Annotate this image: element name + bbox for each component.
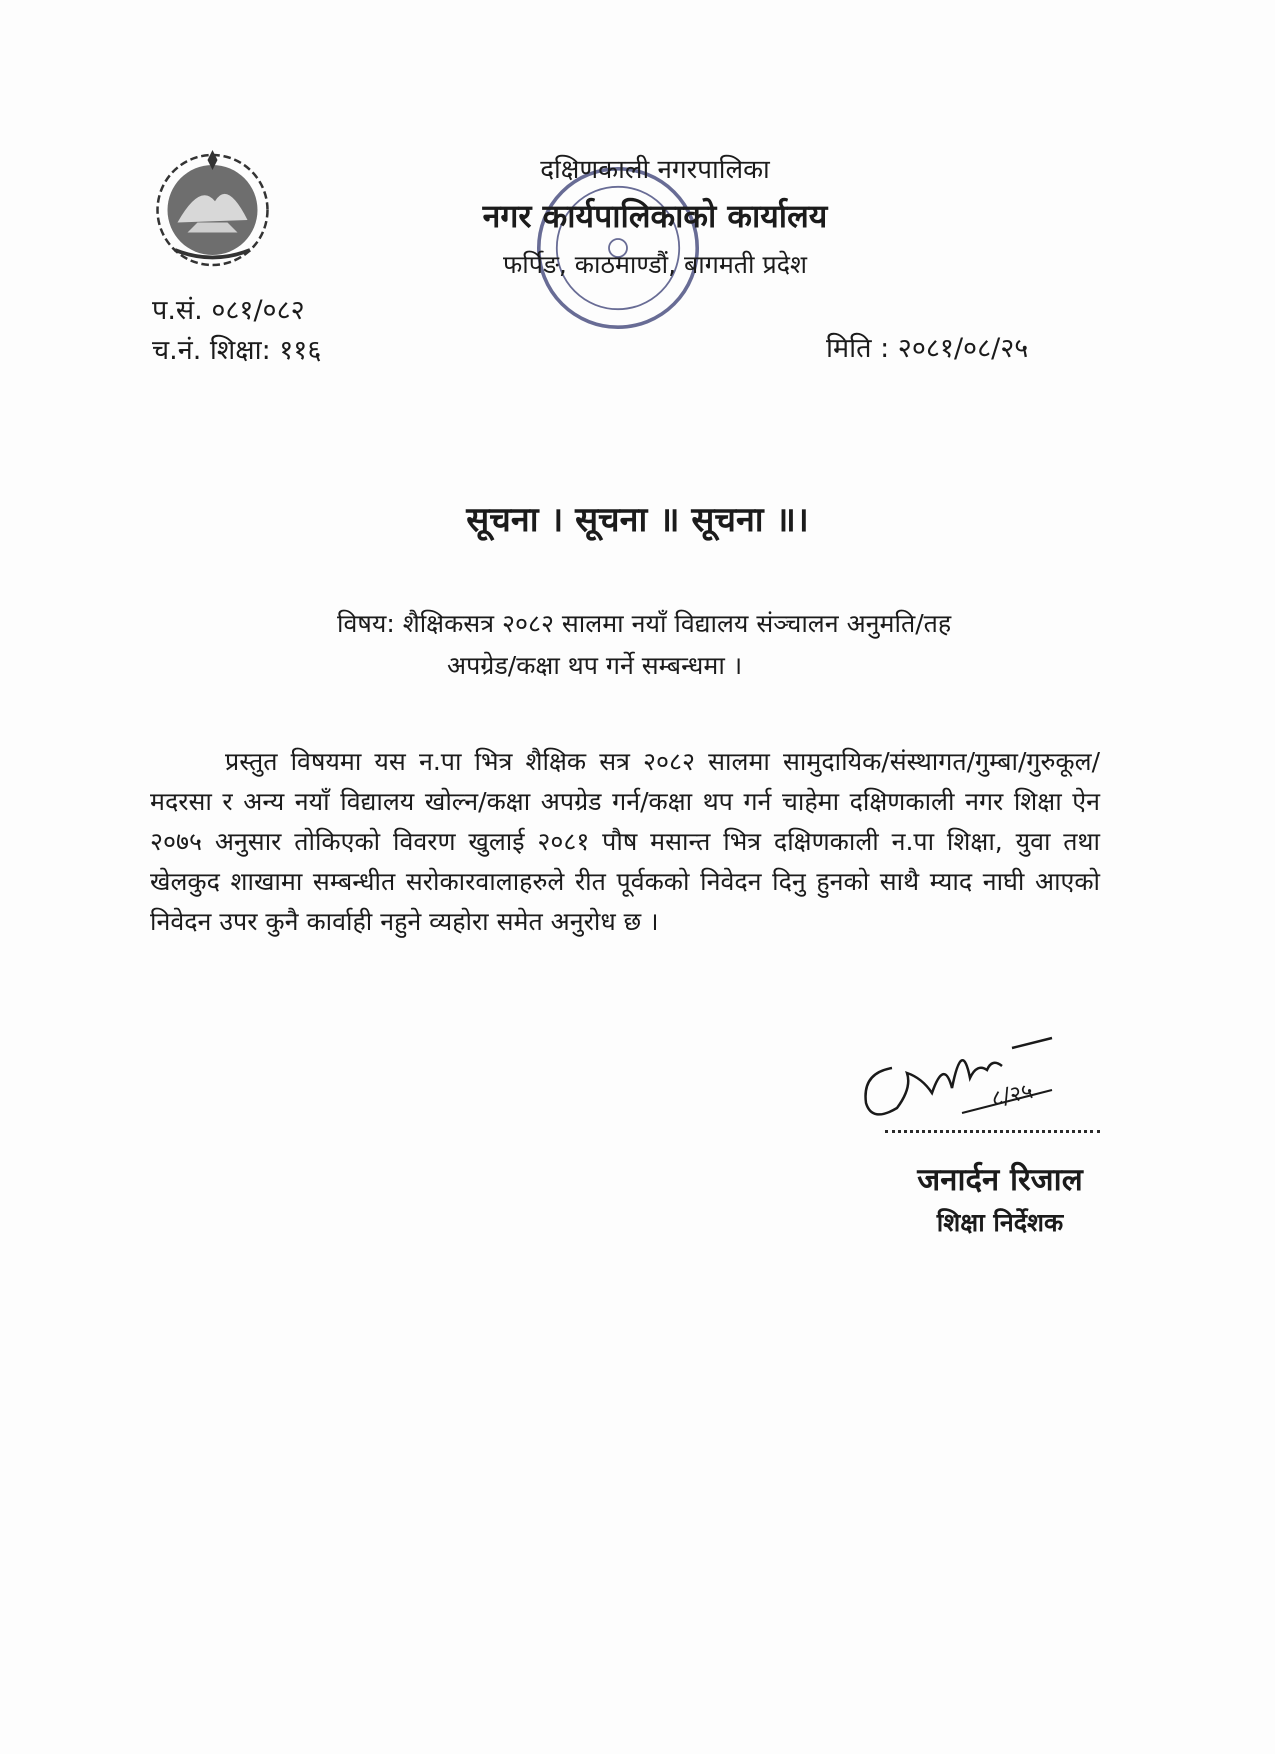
notice-title: सूचना । सूचना ॥ सूचना ॥। — [466, 500, 809, 540]
dispatch-number: च.नं. शिक्षा: ११६ — [152, 335, 322, 366]
subject-line-1: विषय: शैक्षिकसत्र २०८२ सालमा नयाँ विद्यालय संञ्चालन अनुमति/तह — [337, 609, 952, 638]
letter-reference-number: प.सं. ०८१/०८२ — [152, 295, 305, 326]
signature-date: ८/२५ — [989, 1078, 1036, 1113]
signature-line — [885, 1130, 1100, 1133]
subject-line-2: अपग्रेड/कक्षा थप गर्ने सम्बन्धमा । — [447, 651, 743, 680]
notice-body: प्रस्तुत विषयमा यस न.पा भित्र शैक्षिक सत्र २०८२ सालमा सामुदायिक/संस्थागत/गुम्बा/गुरुकूल/मदरसा र अन्य नयाँ विद्यालय खोल्न/कक्षा अपग्रेड गर्न/कक्षा थप गर्न चाहेमा दक्षिणकाली नगर शिक्षा ऐन २०७५ अनुसार तोकिएको विवरण खुलाई २०८१ पौष मसान्त भित्र दक्षिणकाली न.पा शिक्षा, युवा तथा खेलकुद शाखामा सम्बन्धीत सरोकारवालाहरुले रीत पूर्वकको निवेदन दिनु हुनको साथै म्याद नाघी आएको निवेदन उपर कुनै कार्वाही नहुने व्यहोरा समेत अनुरोध छ । — [150, 747, 1100, 936]
office-address: फर्पिङ, काठमाण्डौं, बागमती प्रदेश — [503, 250, 807, 279]
office-name: नगर कार्यपालिकाको कार्यालय — [482, 197, 828, 235]
signatory-name: जनार्दन रिजाल — [917, 1162, 1083, 1198]
handwritten-signature — [852, 1018, 1072, 1128]
signatory-title: शिक्षा निर्देशक — [936, 1208, 1064, 1237]
letter-date: मिति : २०८१/०८/२५ — [826, 333, 1029, 364]
nepal-emblem-icon — [150, 145, 275, 270]
subject-line — [337, 603, 1097, 687]
municipality-name: दक्षिणकाली नगरपालिका — [540, 155, 770, 185]
